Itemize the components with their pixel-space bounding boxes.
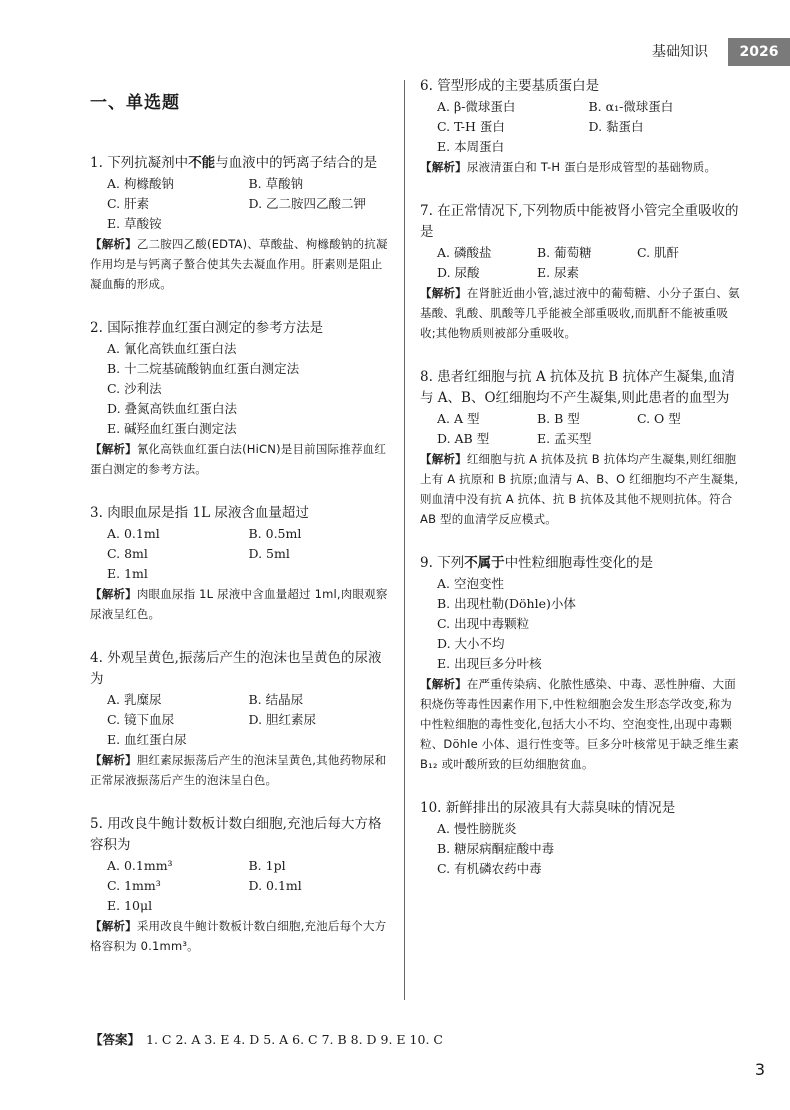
stem-text: 在正常情况下,下列物质中能被肾小管完全重吸收的是	[420, 203, 739, 240]
answer-key	[90, 1030, 730, 1048]
option-a: A. 氰化高铁血红蛋白法	[107, 341, 237, 356]
question-stem	[90, 814, 390, 856]
option-d: D. 胆红素尿	[248, 712, 317, 727]
option-c: C. O 型	[636, 411, 681, 426]
option-b: B. B 型	[536, 411, 580, 426]
explanation-text: 采用改良牛鲍计数板计数白细胞,充池后每个大方格容积为 0.1mm³。	[90, 919, 387, 953]
option-b: B. 结晶尿	[248, 692, 304, 707]
question-stem	[90, 648, 390, 690]
question-stem	[420, 553, 740, 574]
options	[420, 409, 740, 449]
question-number: 10.	[420, 800, 442, 816]
question-8	[420, 367, 740, 529]
option-d: D. 大小不均	[437, 636, 505, 651]
question-4	[90, 648, 390, 790]
section-title: 一、单选题	[90, 93, 180, 113]
stem-text: 肉眼血尿是指 1L 尿液含血量超过	[107, 505, 309, 521]
option-c: C. T-H 蛋白	[437, 119, 505, 134]
option-b: B. 出现杜勒(Döhle)小体	[437, 596, 576, 611]
option-c: C. 肝素	[107, 196, 150, 211]
option-e: E. 血红蛋白尿	[107, 732, 187, 747]
explanation	[420, 283, 740, 343]
question-number: 2.	[90, 320, 103, 336]
options	[90, 690, 390, 750]
explanation-tag: 【解析】	[90, 237, 137, 251]
column-divider	[404, 80, 405, 1000]
option-a: A. 慢性膀胱炎	[437, 821, 517, 836]
explanation-text: 胆红素尿振荡后产生的泡沫呈黄色,其他药物尿和正常尿液振荡后产生的泡沫呈白色。	[90, 753, 387, 787]
question-number: 3.	[90, 505, 103, 521]
option-b: B. 十二烷基硫酸钠血红蛋白测定法	[107, 361, 300, 376]
explanation	[90, 750, 390, 790]
option-c: C. 出现中毒颗粒	[437, 616, 530, 631]
option-a: A. 空泡变性	[437, 576, 504, 591]
question-stem	[420, 367, 740, 409]
option-b: B. α₁-微球蛋白	[588, 99, 674, 114]
options	[90, 856, 390, 916]
option-e: E. 出现巨多分叶核	[437, 656, 542, 671]
explanation-tag: 【解析】	[90, 442, 137, 456]
question-stem	[90, 153, 390, 174]
option-b: B. 0.5ml	[248, 526, 302, 541]
option-a: A. A 型	[437, 411, 480, 426]
question-number: 4.	[90, 650, 103, 666]
option-e: E. 本周蛋白	[437, 139, 505, 154]
explanation-tag: 【解析】	[420, 286, 467, 300]
header-label: 基础知识	[652, 44, 708, 60]
explanation-text: 在肾脏近曲小管,滤过液中的葡萄糖、小分子蛋白、氨基酸、乳酸、肌酸等几乎能被全部重吸收,而肌酐不能被重吸收;其他物质则被部分重吸收。	[420, 286, 740, 340]
question-number: 5.	[90, 816, 103, 832]
option-a: A. β-微球蛋白	[437, 99, 516, 114]
explanation-tag: 【解析】	[420, 160, 467, 174]
explanation-tag: 【解析】	[420, 452, 467, 466]
option-c: C. 肌酐	[636, 245, 680, 260]
option-d: D. 0.1ml	[248, 878, 302, 893]
explanation-tag: 【解析】	[90, 587, 137, 601]
options	[420, 574, 740, 674]
stem-text: 中性粒细胞毒性变化的是	[504, 555, 654, 571]
option-e: E. 10μl	[107, 898, 153, 913]
question-5	[90, 814, 390, 956]
stem-text: 患者红细胞与抗 A 抗体及抗 B 抗体产生凝集,血清与 A、B、O红细胞均不产生凝集,则此患者的血型为	[420, 369, 735, 406]
question-stem	[90, 318, 390, 339]
question-number: 6.	[420, 78, 433, 94]
question-number: 7.	[420, 203, 433, 219]
option-c: C. 有机磷农药中毒	[437, 861, 542, 876]
options	[90, 339, 390, 439]
options	[90, 174, 390, 234]
answer-key-text: 1. C 2. A 3. E 4. D 5. A 6. C 7. B 8. D 9. E 10. C	[146, 1032, 443, 1047]
stem-emphasis: 不属于	[464, 555, 505, 571]
question-6	[420, 76, 740, 177]
explanation	[90, 916, 390, 956]
stem-text: 与血液中的钙离子结合的是	[215, 155, 378, 171]
explanation-text: 氰化高铁血红蛋白法(HiCN)是目前国际推荐血红蛋白测定的参考方法。	[90, 442, 387, 476]
option-e: E. 草酸铵	[107, 216, 162, 231]
question-7	[420, 201, 740, 343]
explanation-tag: 【解析】	[90, 919, 137, 933]
question-number: 8.	[420, 369, 433, 385]
option-c: C. 沙利法	[107, 381, 162, 396]
option-d: D. 5ml	[248, 546, 290, 561]
explanation	[90, 234, 390, 294]
question-stem	[420, 76, 740, 97]
option-b: B. 葡萄糖	[536, 245, 592, 260]
option-a: A. 乳糜尿	[107, 692, 162, 707]
option-d: D. 叠氮高铁血红蛋白法	[107, 401, 238, 416]
option-a: A. 0.1ml	[107, 526, 160, 541]
option-b: B. 1pl	[248, 858, 286, 873]
question-stem	[420, 798, 740, 819]
option-c: C. 镜下血尿	[107, 712, 175, 727]
right-column	[420, 76, 740, 903]
explanation-tag: 【解析】	[420, 677, 467, 691]
options	[420, 243, 740, 283]
question-number: 9.	[420, 555, 433, 571]
explanation-text: 在严重传染病、化脓性感染、中毒、恶性肿瘤、大面积烧伤等毒性因素作用下,中性粒细胞会发生形态学改变,称为中性粒细胞的毒性变化,包括大小不均、空泡变性,出现中毒颗粒、Döhle 小体、退行性变等。巨多分叶核常见于缺乏维生素 B₁₂ 或叶酸所致的巨幼细胞贫血。	[420, 677, 740, 771]
option-a: A. 0.1mm³	[107, 858, 173, 873]
option-d: D. 乙二胺四乙酸二钾	[248, 196, 367, 211]
options	[420, 97, 740, 157]
explanation	[90, 439, 390, 479]
stem-text: 用改良牛鲍计数板计数白细胞,充池后每大方格容积为	[90, 816, 382, 853]
explanation-text: 红细胞与抗 A 抗体及抗 B 抗体均产生凝集,则红细胞上有 A 抗原和 B 抗原;血清与 A、B、O 红细胞均不产生凝集,则血清中没有抗 A 抗体、抗 B 抗体及其他不规则抗体。符合 AB 型的血清学反应模式。	[420, 452, 739, 526]
options	[420, 819, 740, 879]
option-d: D. AB 型	[437, 431, 490, 446]
option-e: E. 碱羟血红蛋白测定法	[107, 421, 237, 436]
option-d: D. 尿酸	[437, 265, 480, 280]
question-stem	[420, 201, 740, 243]
explanation-text: 尿液清蛋白和 T-H 蛋白是形成管型的基础物质。	[466, 160, 717, 174]
option-a: A. 磷酸盐	[437, 245, 492, 260]
explanation	[420, 674, 740, 774]
running-header	[640, 38, 790, 66]
left-column	[90, 88, 390, 980]
question-10	[420, 798, 740, 879]
explanation	[420, 157, 740, 177]
option-e: E. 孟买型	[536, 431, 592, 446]
stem-text: 外观呈黄色,振荡后产生的泡沫也呈黄色的尿液为	[90, 650, 382, 687]
question-number: 1.	[90, 155, 103, 171]
question-3	[90, 503, 390, 624]
header-year-badge: 2026	[728, 38, 790, 66]
stem-text: 国际推荐血红蛋白测定的参考方法是	[107, 320, 324, 336]
stem-text: 下列抗凝剂中	[107, 155, 189, 171]
explanation-tag: 【解析】	[90, 753, 137, 767]
option-e: E. 1ml	[107, 566, 148, 581]
stem-emphasis: 不能	[188, 155, 216, 171]
explanation	[420, 449, 740, 529]
answer-key-label: 【答案】	[90, 1032, 141, 1047]
question-stem	[90, 503, 390, 524]
stem-text: 新鲜排出的尿液具有大蒜臭味的情况是	[445, 800, 676, 816]
option-a: A. 枸橼酸钠	[107, 176, 174, 191]
stem-text: 下列	[437, 555, 465, 571]
option-b: B. 草酸钠	[248, 176, 304, 191]
option-c: C. 1mm³	[107, 878, 161, 893]
question-9	[420, 553, 740, 774]
option-d: D. 黏蛋白	[588, 119, 644, 134]
explanation-text: 肉眼血尿指 1L 尿液中含血量超过 1ml,肉眼观察尿液呈红色。	[90, 587, 388, 621]
option-e: E. 尿素	[536, 265, 580, 280]
explanation-text: 乙二胺四乙酸(EDTA)、草酸盐、枸橼酸钠的抗凝作用均是与钙离子螯合使其失去凝血作用。肝素则是阻止凝血酶的形成。	[90, 237, 388, 291]
page-number: 3	[754, 1060, 766, 1079]
stem-text: 管型形成的主要基质蛋白是	[437, 78, 600, 94]
question-1	[90, 153, 390, 294]
option-c: C. 8ml	[107, 546, 148, 561]
option-b: B. 糖尿病酮症酸中毒	[437, 841, 555, 856]
explanation	[90, 584, 390, 624]
question-2	[90, 318, 390, 479]
options	[90, 524, 390, 584]
